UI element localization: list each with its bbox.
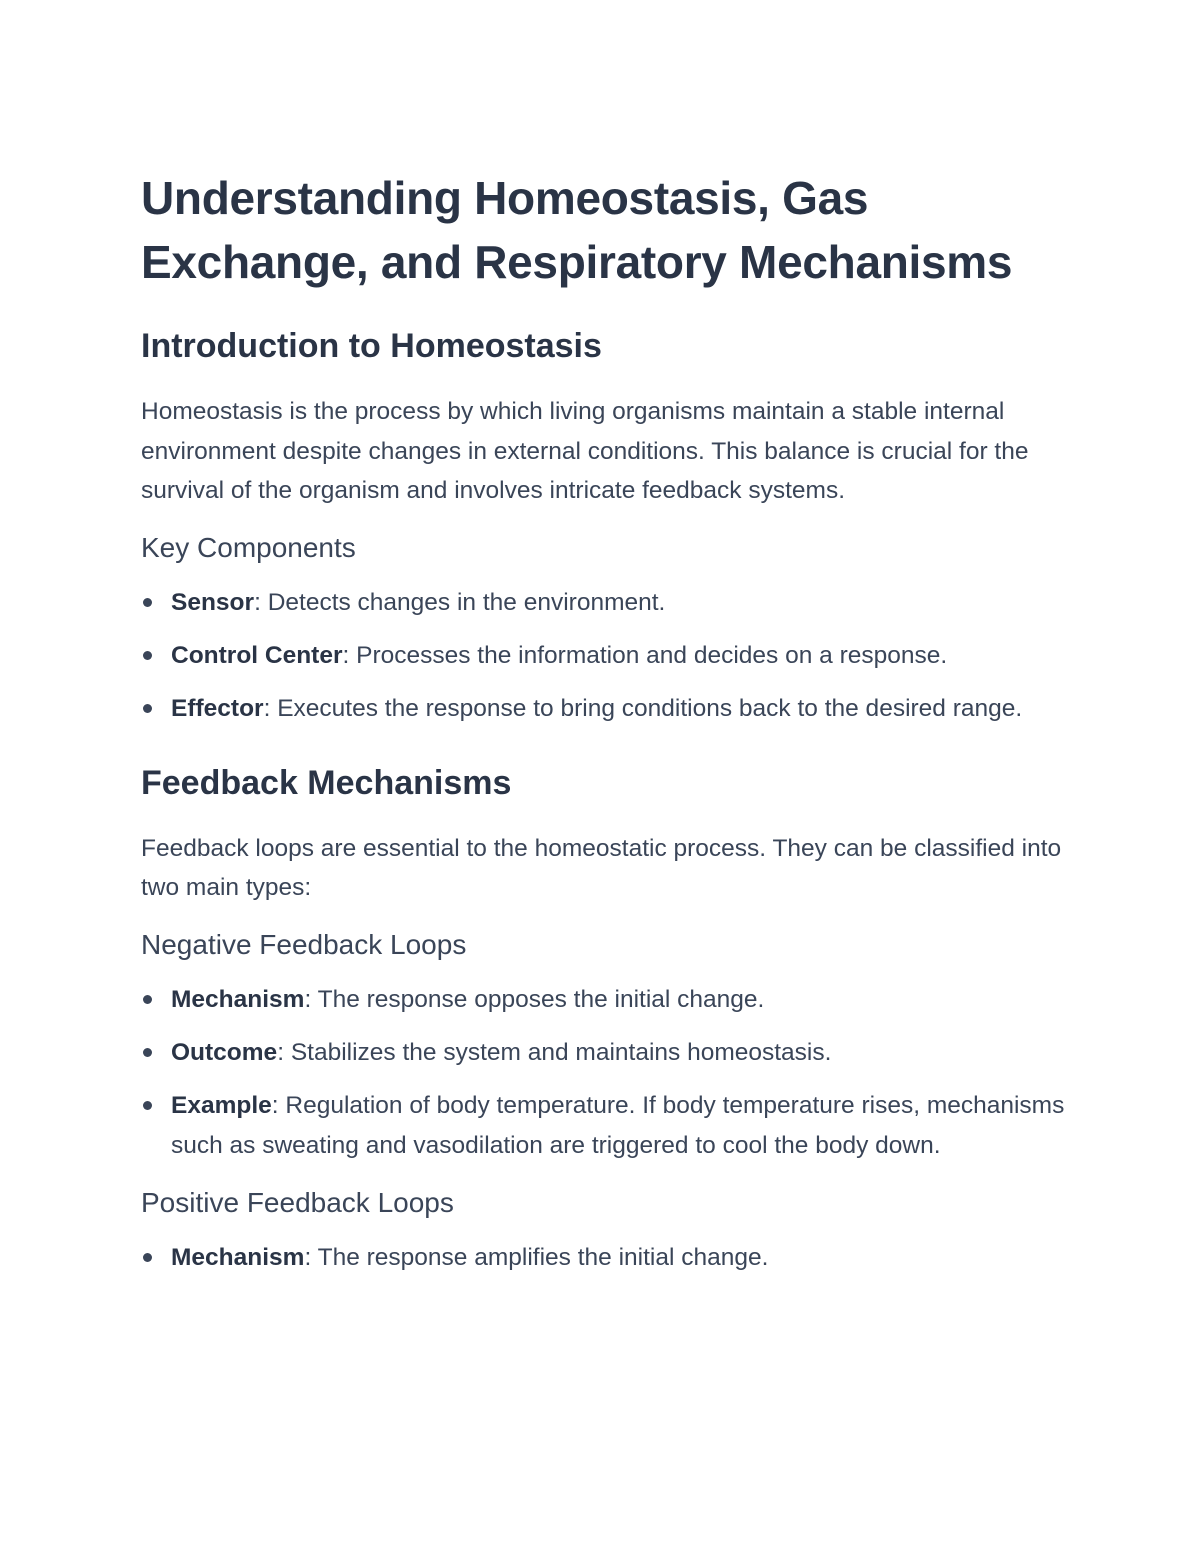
list-item-term: Mechanism <box>171 985 305 1013</box>
list-item-separator: : <box>304 985 318 1013</box>
list-item-text: Detects changes in the environment. <box>267 588 666 616</box>
list-item <box>141 1033 1071 1073</box>
list-item <box>141 1238 1071 1278</box>
document-page <box>141 166 1071 1291</box>
subheading-positive-feedback: Positive Feedback Loops <box>141 1186 454 1218</box>
bullet-icon <box>143 704 152 713</box>
list-item-separator: : <box>304 1243 318 1271</box>
list-item-term: Example <box>171 1091 272 1119</box>
bullet-icon <box>143 995 152 1004</box>
list-item-text: Processes the information and decides on a response. <box>356 641 948 669</box>
feedback-paragraph: Feedback loops are essential to the homeostatic process. They can be classified into two main types: <box>141 834 1062 901</box>
list-item-separator: : <box>271 1091 286 1119</box>
bullet-icon <box>143 1101 152 1110</box>
list-item <box>141 689 1071 729</box>
key-components-list <box>141 583 1071 729</box>
bullet-icon <box>143 1048 152 1057</box>
list-item-text: Executes the response to bring conditions back to the desired range. <box>277 694 1023 722</box>
list-item-term: Effector <box>171 694 264 722</box>
list-item-separator: : <box>342 641 357 669</box>
intro-paragraph: Homeostasis is the process by which living organisms maintain a stable internal environment despite changes in external conditions. This balance is crucial for the survival of the organism and involves intricate feedback systems. <box>141 398 1029 504</box>
bullet-icon <box>143 651 152 660</box>
list-item-term: Outcome <box>171 1038 278 1066</box>
list-item-text: The response amplifies the initial change. <box>317 1243 769 1271</box>
list-item <box>141 1086 1071 1166</box>
list-item-term: Sensor <box>171 588 255 616</box>
list-item <box>141 583 1071 623</box>
negative-feedback-list <box>141 980 1071 1166</box>
document-title: Understanding Homeostasis, Gas Exchange, and Respiratory Mechanisms <box>141 172 1013 288</box>
bullet-icon <box>143 1253 152 1262</box>
list-item-separator: : <box>263 694 278 722</box>
subheading-key-components: Key Components <box>141 531 356 563</box>
positive-feedback-list <box>141 1238 1071 1278</box>
bullet-icon <box>143 598 152 607</box>
list-item-text: The response opposes the initial change. <box>317 985 765 1013</box>
list-item-separator: : <box>277 1038 291 1066</box>
section-heading-feedback: Feedback Mechanisms <box>141 763 512 802</box>
list-item-text: Regulation of body temperature. If body temperature rises, mechanisms such as sweating and vasodilation are triggered to cool the body down. <box>171 1091 1065 1159</box>
list-item-separator: : <box>254 588 268 616</box>
list-item-term: Control Center <box>171 641 343 669</box>
list-item <box>141 636 1071 676</box>
list-item <box>141 980 1071 1020</box>
list-item-term: Mechanism <box>171 1243 305 1271</box>
section-heading-intro: Introduction to Homeostasis <box>141 327 602 365</box>
subheading-negative-feedback: Negative Feedback Loops <box>141 928 467 960</box>
list-item-text: Stabilizes the system and maintains homeostasis. <box>290 1038 832 1066</box>
